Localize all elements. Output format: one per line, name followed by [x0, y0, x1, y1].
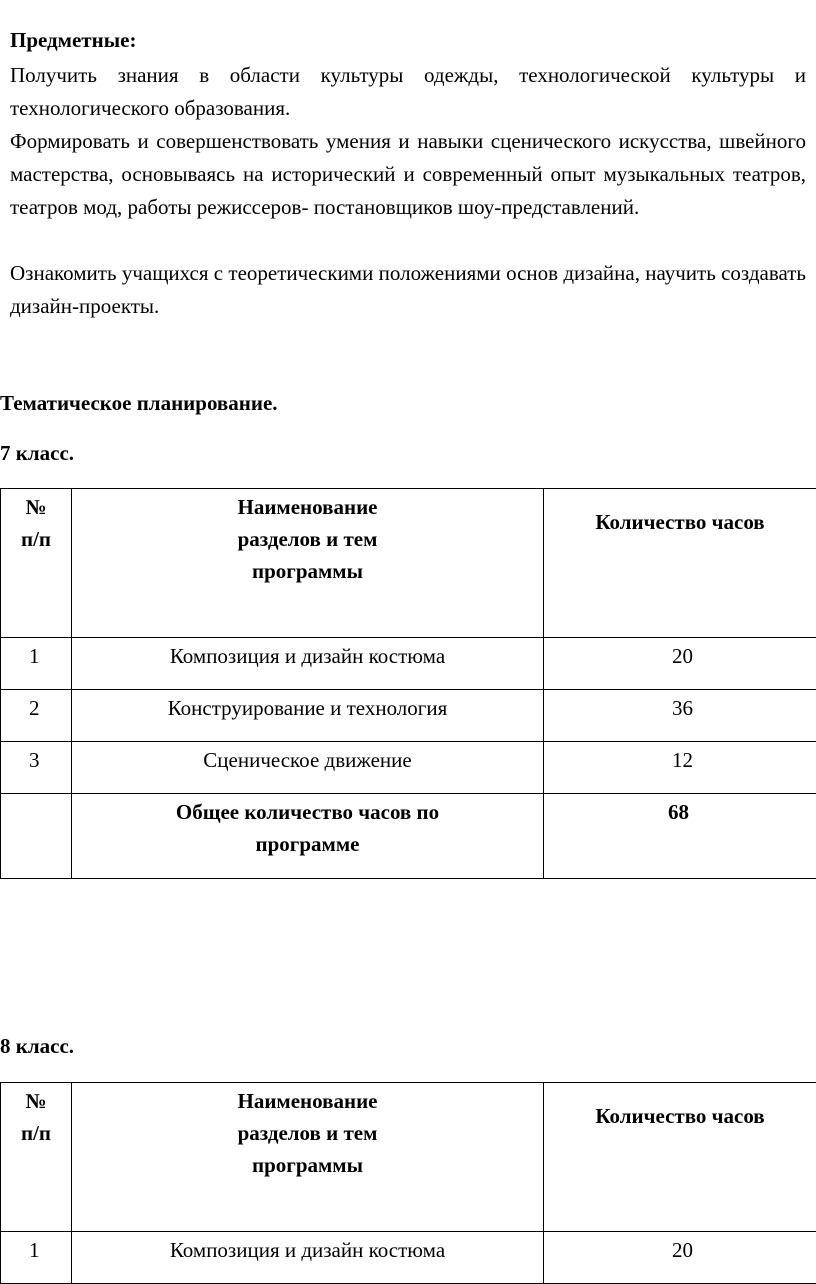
- header-number-abbrev: п/п: [1, 1117, 71, 1149]
- row-number: 2: [1, 690, 72, 742]
- header-number-symbol: №: [1, 1085, 71, 1117]
- header-name-cell: [72, 489, 544, 638]
- class-8-heading: 8 класс.: [0, 1034, 74, 1059]
- intro-paragraph-2: Формировать и совершенствовать умения и навыки сценического искусства, швейного мастерства, основываясь на исторический и современный опыт музыкальных театров, театров мод, работы режиссеров- постановщиков шоу-представлений.: [10, 125, 806, 224]
- intro-paragraph-1: Получить знания в области культуры одежды, технологической культуры и технологического образования.: [10, 59, 806, 125]
- row-number: 3: [1, 742, 72, 794]
- header-number-symbol: №: [1, 491, 71, 523]
- header-number-cell: [1, 489, 72, 638]
- class-7-table: [0, 488, 816, 879]
- table-row: [1, 1232, 816, 1284]
- planning-title: Тематическое планирование.: [0, 391, 278, 416]
- total-label-text: Общее количество часов по программе: [112, 796, 503, 860]
- row-hours: 20: [544, 1232, 816, 1284]
- total-empty-cell: [1, 794, 72, 879]
- header-name-text: Наименование разделов и тем программы: [72, 1085, 543, 1181]
- row-hours: 12: [544, 742, 816, 794]
- class-8-table: [0, 1082, 816, 1284]
- row-number: 1: [1, 1232, 72, 1284]
- header-hours-cell: Количество часов: [544, 489, 816, 638]
- header-number-abbrev: п/п: [1, 523, 71, 555]
- header-name-cell: [72, 1083, 544, 1232]
- intro-paragraph-3: Ознакомить учащихся с теоретическими положениями основ дизайна, научить создавать дизайн-проекты.: [10, 257, 806, 323]
- table-row: [1, 742, 816, 794]
- total-label: [72, 794, 544, 879]
- table-header-row: [1, 489, 816, 638]
- table-row: [1, 690, 816, 742]
- table-row: [1, 638, 816, 690]
- row-topic: Сценическое движение: [72, 742, 544, 794]
- row-topic: Композиция и дизайн костюма: [72, 1232, 544, 1284]
- row-hours: 36: [544, 690, 816, 742]
- header-name-text: Наименование разделов и тем программы: [72, 491, 543, 587]
- total-hours: 68: [544, 794, 816, 879]
- table-header-row: [1, 1083, 816, 1232]
- header-number-cell: [1, 1083, 72, 1232]
- row-topic: Композиция и дизайн костюма: [72, 638, 544, 690]
- row-hours: 20: [544, 638, 816, 690]
- row-number: 1: [1, 638, 72, 690]
- header-hours-cell: Количество часов: [544, 1083, 816, 1232]
- row-topic: Конструирование и технология: [72, 690, 544, 742]
- class-7-heading: 7 класс.: [0, 441, 74, 466]
- table-total-row: [1, 794, 816, 879]
- subject-results-heading: Предметные:: [10, 28, 136, 53]
